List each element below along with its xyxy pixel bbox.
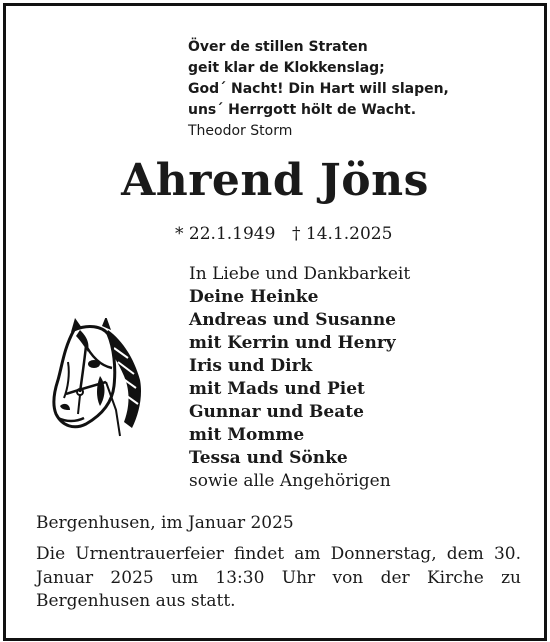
poem-author: Theodor Storm <box>188 123 293 139</box>
horse-head-icon <box>44 318 144 440</box>
birth-date: * 22.1.1949 <box>175 224 276 244</box>
poem <box>188 37 449 142</box>
mourner-name: Deine Heinke <box>189 287 319 307</box>
mourner-name: mit Mads und Piet <box>189 379 365 399</box>
mourner-name: Andreas und Susanne <box>189 310 396 330</box>
mourner-name: Gunnar und Beate <box>189 402 364 422</box>
deceased-name: Ahrend Jöns <box>121 155 429 206</box>
mourner-name: mit Momme <box>189 425 305 445</box>
poem-line: geit klar de Klokkenslag; <box>188 60 385 76</box>
death-date: † 14.1.2025 <box>292 224 393 244</box>
mourner-name: Tessa und Sönke <box>189 448 348 468</box>
place-and-date: Bergenhusen, im Januar 2025 <box>36 513 294 533</box>
poem-line: Över de stillen Straten <box>188 39 368 55</box>
mourner-name: mit Kerrin und Henry <box>189 333 396 353</box>
mourners-outro: sowie alle Angehörigen <box>189 471 391 491</box>
obituary-card <box>3 3 547 641</box>
poem-line: God´ Nacht! Din Hart will slapen, <box>188 81 449 97</box>
mourners-intro: In Liebe und Dankbarkeit <box>189 264 411 284</box>
mourner-name: Iris und Dirk <box>189 356 313 376</box>
mourners-list <box>189 263 410 493</box>
funeral-notice: Die Urnentrauerfeier findet am Donnerstag, dem 30. Januar 2025 um 13:30 Uhr von der Kirche zu Bergenhusen aus statt. <box>36 544 521 611</box>
poem-line: uns´ Herrgott hölt de Wacht. <box>188 102 417 118</box>
